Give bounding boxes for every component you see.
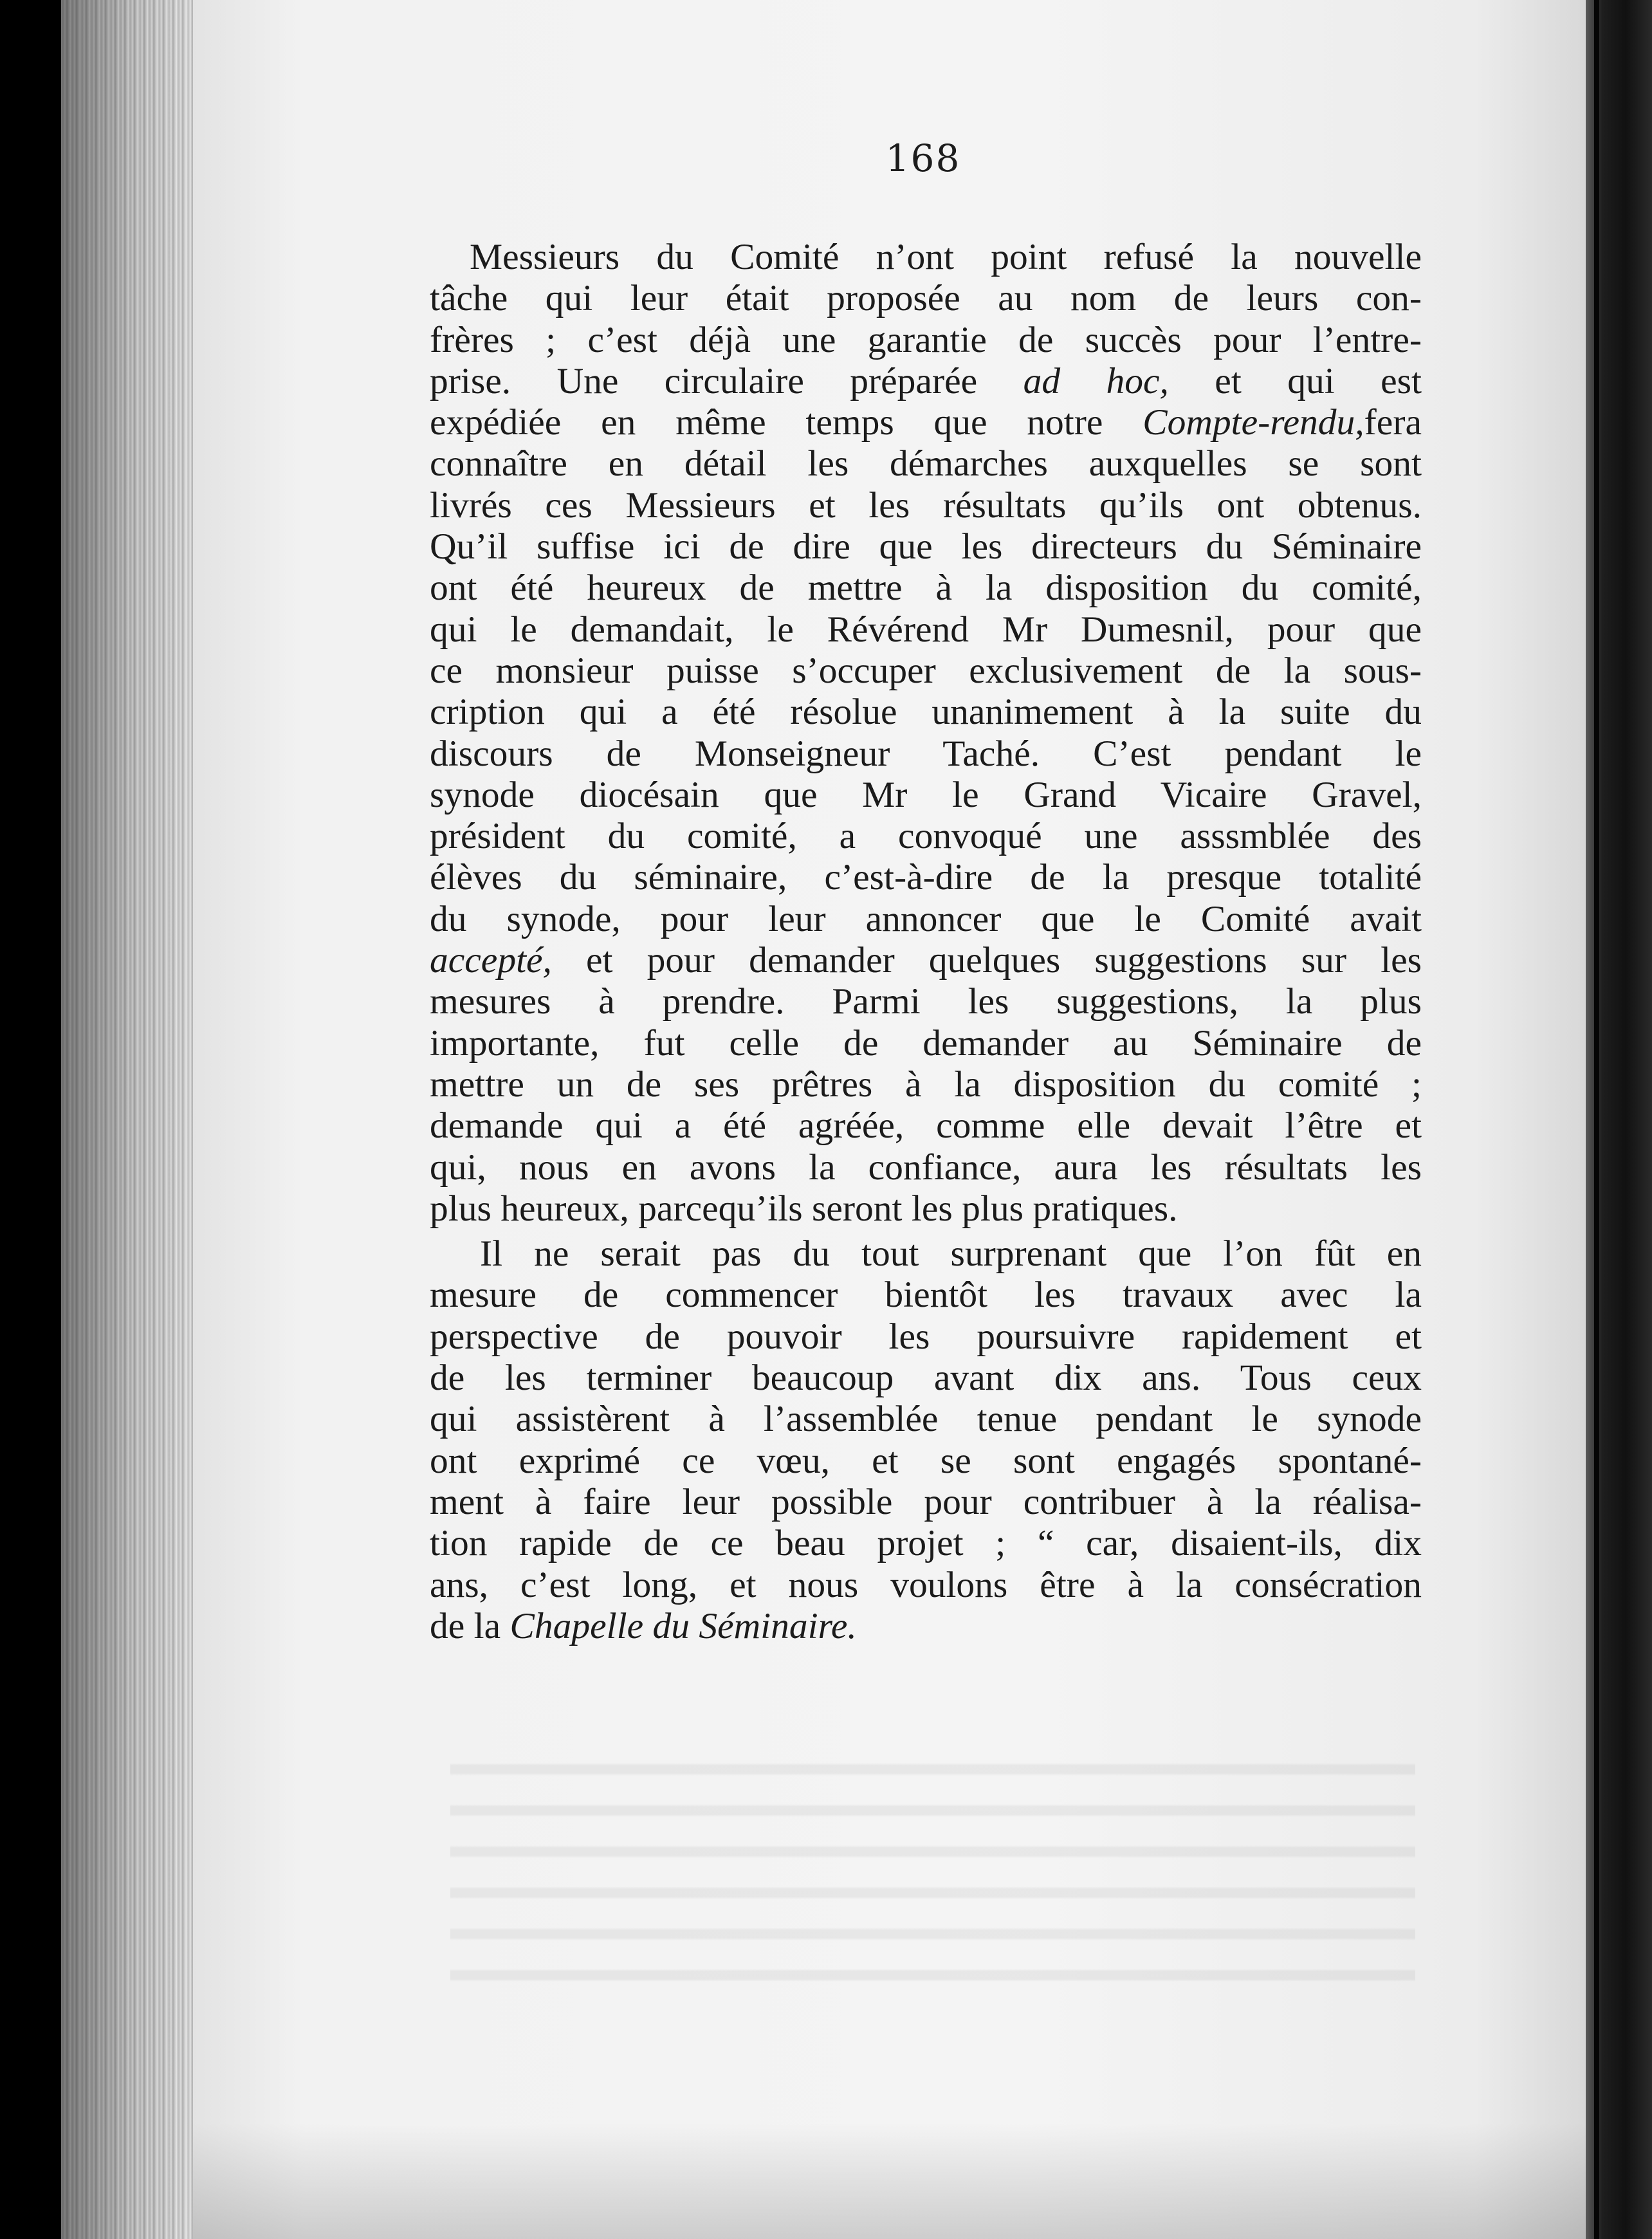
text-line xyxy=(430,692,1422,733)
text-run: ment à faire leur possible pour contribuer à la réalisa- xyxy=(430,1481,1422,1522)
italic-text: accepté, xyxy=(430,940,552,981)
text-run: expédiée en même temps que notre xyxy=(430,402,1143,443)
text-line xyxy=(430,1188,1422,1230)
italic-text: Chapelle du Séminaire. xyxy=(509,1605,857,1646)
text-line xyxy=(430,1399,1422,1440)
text-line xyxy=(430,1316,1422,1358)
text-line xyxy=(430,857,1422,898)
text-run: ce monsieur puisse s’occuper exclusivement de la sous- xyxy=(430,650,1422,691)
text-run: qui le demandait, le Révérend Mr Dumesnil, pour que xyxy=(430,609,1422,650)
text-line xyxy=(430,402,1422,443)
text-line xyxy=(430,320,1422,361)
text-run: Qu’il suffise ici de dire que les directeurs du Séminaire xyxy=(430,526,1422,567)
text-run: élèves du séminaire, c’est-à-dire de la presque totalité xyxy=(430,857,1422,898)
text-run: qui, nous en avons la confiance, aura les résultats les xyxy=(430,1147,1422,1188)
text-run: frères ; c’est déjà une garantie de succès pour l’entre- xyxy=(430,319,1422,360)
page-bottom-shadow xyxy=(193,2123,1586,2239)
text-line xyxy=(430,733,1422,775)
text-line xyxy=(430,485,1422,526)
text-run: livrés ces Messieurs et les résultats qu’ils ont obtenus. xyxy=(430,484,1422,526)
text-line xyxy=(430,1482,1422,1523)
text-line xyxy=(430,1023,1422,1064)
text-run: discours de Monseigneur Taché. C’est pendant le xyxy=(430,733,1422,774)
italic-text: Compte-rendu, xyxy=(1143,402,1364,443)
scan-border-left xyxy=(0,0,61,2239)
text-line xyxy=(430,278,1422,319)
text-run: Il ne serait pas du tout surprenant que l’on fût en xyxy=(480,1233,1422,1275)
text-run: perspective de pouvoir les poursuivre rapidement et xyxy=(430,1316,1422,1357)
text-line xyxy=(430,1523,1422,1564)
text-run: plus heureux, parcequ’ils seront les plus pratiques. xyxy=(430,1188,1178,1229)
text-run: prise. Une circulaire préparée xyxy=(430,360,1023,401)
text-run: ont été heureux de mettre à la disposition du comité, xyxy=(430,567,1422,609)
text-line xyxy=(430,981,1422,1022)
text-line xyxy=(430,443,1422,484)
text-run: Messieurs du Comité n’ont point refusé la nouvelle xyxy=(470,237,1422,277)
body-text xyxy=(430,237,1422,1647)
text-line xyxy=(430,650,1422,692)
text-run: mettre un de ses prêtres à la disposition du comité ; xyxy=(430,1064,1422,1105)
text-line xyxy=(430,899,1422,940)
text-run: et qui est xyxy=(1168,360,1422,401)
show-through-text xyxy=(450,1737,1415,2007)
text-line xyxy=(430,1233,1422,1275)
text-run: tion rapide de ce beau projet ; “ car, disaient-ils, dix xyxy=(430,1523,1422,1564)
text-run: cription qui a été résolue unanimement à la suite du xyxy=(430,692,1422,733)
text-run: synode diocésain que Mr le Grand Vicaire Gravel, xyxy=(430,774,1422,815)
text-line xyxy=(430,609,1422,650)
page-number: 168 xyxy=(885,136,961,180)
text-run: du synode, pour leur annoncer que le Comité avait xyxy=(430,898,1422,939)
text-run: de la xyxy=(430,1605,510,1646)
text-line xyxy=(430,1275,1422,1316)
text-run: tâche qui leur était proposée au nom de leurs con- xyxy=(430,278,1422,319)
text-run: de les terminer beaucoup avant dix ans. Tous ceux xyxy=(430,1358,1422,1399)
text-run: qui assistèrent à l’assemblée tenue pendant le synode xyxy=(430,1399,1422,1440)
text-line xyxy=(430,1105,1422,1147)
text-run: importante, fut celle de demander au Séminaire de xyxy=(430,1022,1422,1064)
italic-text: ad hoc, xyxy=(1023,360,1169,401)
text-run: et pour demander quelques suggestions sur les xyxy=(551,940,1422,981)
text-run: mesures à prendre. Parmi les suggestions, la plus xyxy=(430,981,1422,1022)
text-run: président du comité, a convoqué une asssmblée des xyxy=(430,816,1422,857)
text-line xyxy=(430,775,1422,816)
text-run: ans, c’est long, et nous voulons être à la consécration xyxy=(430,1564,1422,1605)
text-line xyxy=(430,816,1422,857)
text-run: ont exprimé ce vœu, et se sont engagés spontané- xyxy=(430,1440,1422,1481)
text-line xyxy=(430,1147,1422,1188)
gutter-edge-line xyxy=(1594,0,1599,2239)
text-line xyxy=(430,567,1422,609)
text-line xyxy=(430,526,1422,567)
text-line xyxy=(430,940,1422,981)
text-run: mesure de commencer bientôt les travaux avec la xyxy=(430,1275,1422,1316)
text-line xyxy=(430,237,1422,278)
text-run: fera xyxy=(1364,402,1422,443)
text-line xyxy=(430,1565,1422,1606)
text-line xyxy=(430,1358,1422,1399)
text-line xyxy=(430,361,1422,402)
text-line xyxy=(430,1064,1422,1105)
text-run: connaître en détail les démarches auxquelles se sont xyxy=(430,443,1422,484)
text-run: demande qui a été agréée, comme elle devait l’être et xyxy=(430,1105,1422,1147)
text-line xyxy=(430,1441,1422,1482)
page-edges-shadow xyxy=(61,0,196,2239)
text-line xyxy=(430,1606,1422,1647)
